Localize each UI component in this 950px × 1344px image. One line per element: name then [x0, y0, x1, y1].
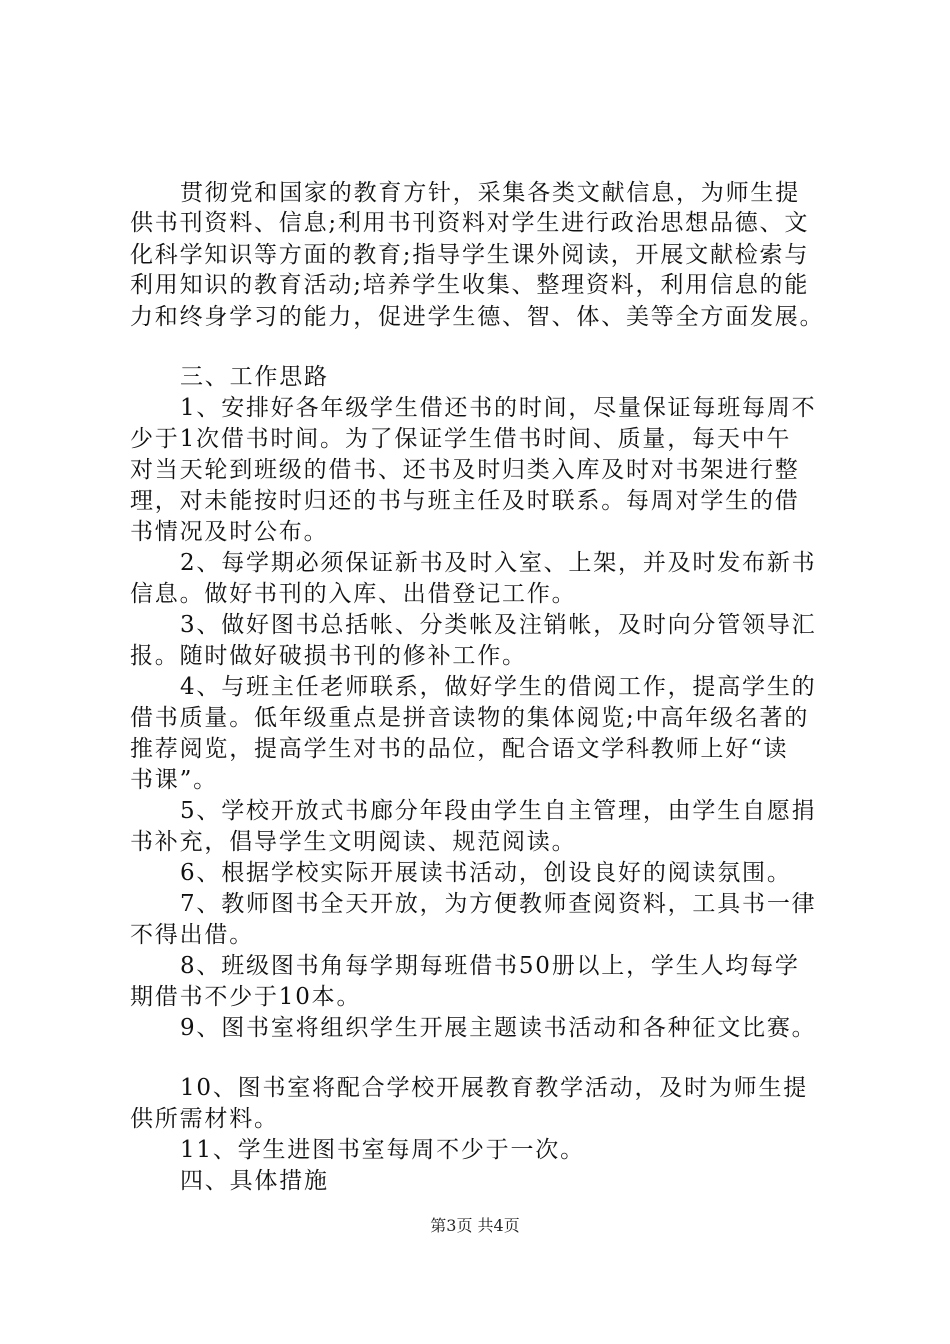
body-line: 三、工作思路: [180, 364, 329, 390]
body-line: 信息。做好书刊的入库、出借登记工作。: [130, 581, 577, 607]
body-line: 3、做好图书总括帐、分类帐及注销帐，及时向分管领导汇: [180, 612, 817, 638]
body-line: 借书质量。低年级重点是拼音读物的集体阅览;中高年级名著的: [130, 705, 810, 731]
body-line: 利用知识的教育活动;培养学生收集、整理资料，利用信息的能: [130, 272, 810, 298]
body-line: 书补充，倡导学生文明阅读、规范阅读。: [130, 829, 577, 855]
body-line: 推荐阅览，提高学生对书的品位，配合语文学科教师上好“读: [130, 736, 789, 762]
body-line: 化科学知识等方面的教育;指导学生课外阅读，开展文献检索与: [130, 242, 810, 268]
body-line: 理，对未能按时归还的书与班主任及时联系。每周对学生的借: [130, 488, 800, 514]
body-line: 供书刊资料、信息;利用书刊资料对学生进行政治思想品德、文: [130, 210, 810, 236]
body-line: 期借书不少于10本。: [130, 984, 362, 1010]
body-line: 8、班级图书角每学期每班借书50册以上，学生人均每学: [180, 953, 800, 979]
body-line: 力和终身学习的能力，促进学生德、智、体、美等全方面发展。: [130, 304, 825, 330]
page-footer: 第3页 共4页: [430, 1216, 520, 1235]
body-line: 10、图书室将配合学校开展教育教学活动，及时为师生提: [180, 1075, 809, 1101]
body-line: 5、学校开放式书廊分年段由学生自主管理，由学生自愿捐: [180, 798, 817, 824]
body-line: 供所需材料。: [130, 1106, 279, 1132]
body-line: 2、每学期必须保证新书及时入室、上架，并及时发布新书: [180, 550, 817, 576]
body-line: 报。随时做好破损书刊的修补工作。: [130, 643, 527, 669]
body-line: 对当天轮到班级的借书、还书及时归类入库及时对书架进行整: [130, 457, 800, 483]
body-line: 9、图书室将组织学生开展主题读书活动和各种征文比赛。: [180, 1015, 817, 1041]
body-line: 11、学生进图书室每周不少于一次。: [180, 1137, 585, 1163]
body-line: 不得出借。: [130, 922, 254, 948]
body-line: 书课”。: [130, 767, 218, 793]
body-line: 6、根据学校实际开展读书活动，创设良好的阅读氛围。: [180, 860, 792, 886]
body-line: 4、与班主任老师联系，做好学生的借阅工作，提高学生的: [180, 674, 817, 700]
body-line: 1、安排好各年级学生借还书的时间，尽量保证每班每周不: [180, 395, 817, 421]
body-line: 四、具体措施: [180, 1168, 329, 1194]
body-line: 贯彻党和国家的教育方针，采集各类文献信息，为师生提: [180, 180, 800, 206]
body-line: 书情况及时公布。: [130, 519, 329, 545]
body-line: 7、教师图书全天开放，为方便教师查阅资料，工具书一律: [180, 891, 817, 917]
body-line: 少于1次借书时间。为了保证学生借书时间、质量，每天中午: [130, 426, 792, 452]
